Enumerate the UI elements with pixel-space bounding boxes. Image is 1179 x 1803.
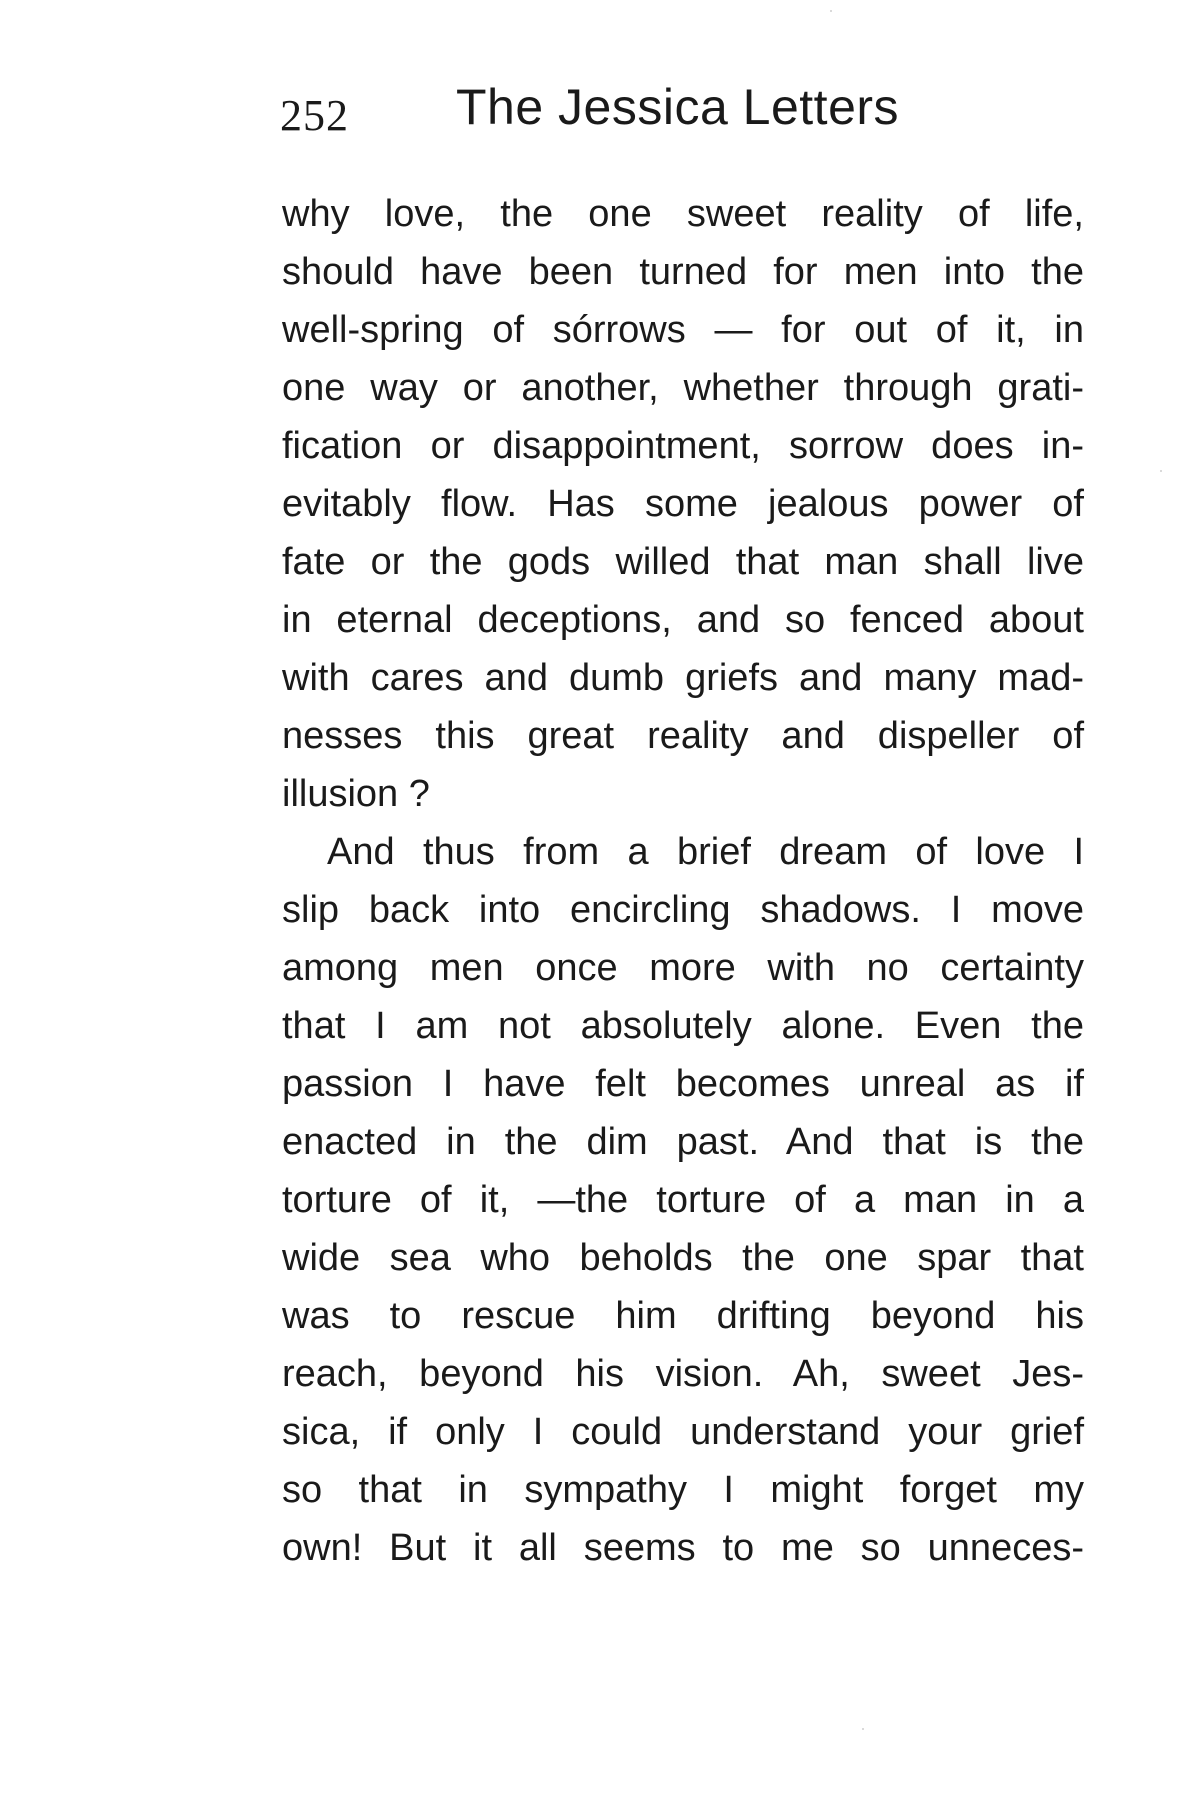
scan-speck [830, 10, 832, 12]
text-line: And thus from a brief dream of love I [327, 831, 1084, 873]
paragraph-2 [282, 823, 1084, 1577]
text-line: well-spring of sórrows — for out of it, in [282, 309, 1084, 351]
text-line: slip back into encircling shadows. I move [282, 889, 1084, 931]
text-line: in eternal deceptions, and so fenced about [282, 599, 1084, 641]
text-line: own! But it all seems to me so unneces- [282, 1527, 1084, 1569]
text-line: so that in sympathy I might forget my [282, 1469, 1084, 1511]
text-line: with cares and dumb griefs and many mad- [282, 657, 1084, 699]
text-line: fication or disappointment, sorrow does in- [282, 425, 1084, 467]
body-text [282, 185, 1084, 1577]
text-line: was to rescue him drifting beyond his [282, 1295, 1084, 1337]
text-line: sica, if only I could understand your grief [282, 1411, 1084, 1453]
running-title: The Jessica Letters [456, 79, 900, 135]
text-line: illusion ? [282, 773, 430, 815]
page-number: 252 [280, 91, 349, 140]
paragraph-1 [282, 185, 1084, 823]
text-line: why love, the one sweet reality of life, [282, 193, 1084, 235]
scan-speck [862, 1728, 864, 1730]
page-header [280, 78, 1080, 148]
text-line: should have been turned for men into the [282, 251, 1084, 293]
text-line: passion I have felt becomes unreal as if [282, 1063, 1084, 1105]
text-line: one way or another, whether through grati- [282, 367, 1084, 409]
text-line: that I am not absolutely alone. Even the [282, 1005, 1084, 1047]
text-line: among men once more with no certainty [282, 947, 1084, 989]
scan-speck [1160, 470, 1162, 472]
text-line: wide sea who beholds the one spar that [282, 1237, 1084, 1279]
text-line: nesses this great reality and dispeller of [282, 715, 1084, 757]
text-line: fate or the gods willed that man shall live [282, 541, 1084, 583]
text-line: reach, beyond his vision. Ah, sweet Jes- [282, 1353, 1084, 1395]
text-line: enacted in the dim past. And that is the [282, 1121, 1084, 1163]
text-line: evitably flow. Has some jealous power of [282, 483, 1084, 525]
text-line: torture of it, —the torture of a man in a [282, 1179, 1084, 1221]
